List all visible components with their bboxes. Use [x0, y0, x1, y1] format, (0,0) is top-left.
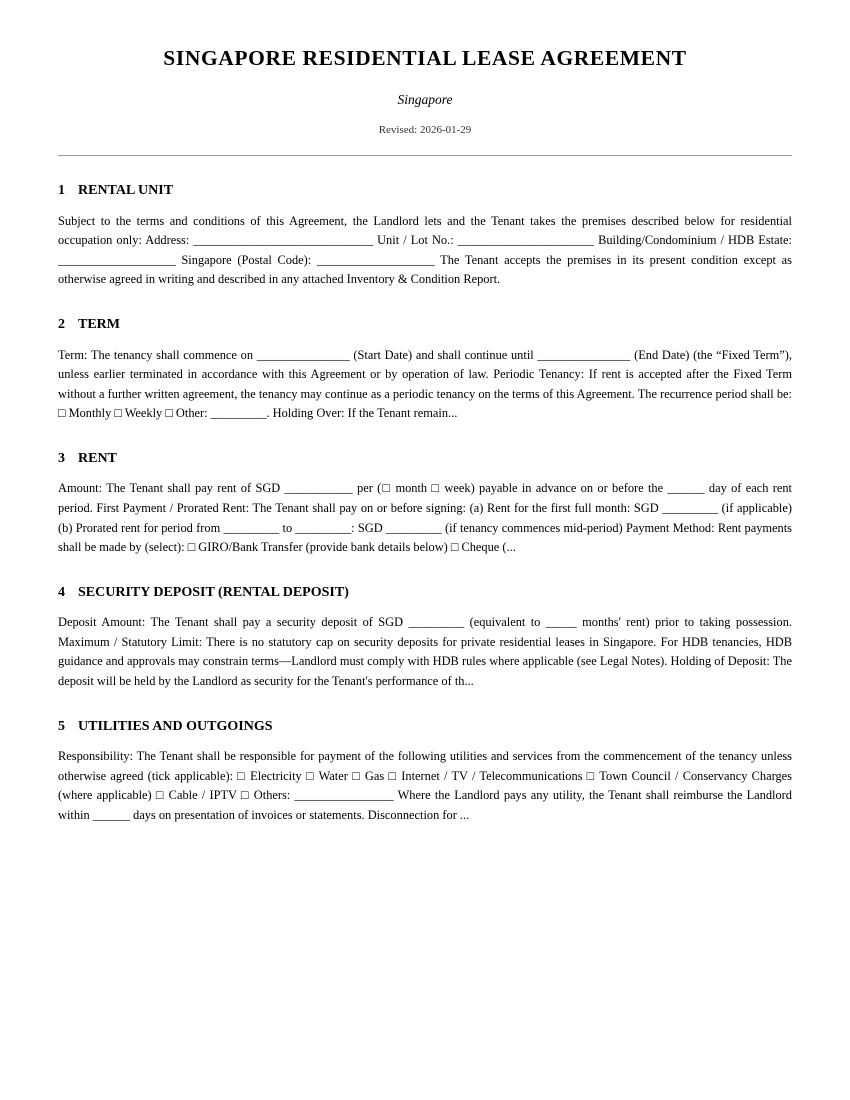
- section-number: 4: [58, 584, 65, 600]
- page-title: SINGAPORE RESIDENTIAL LEASE AGREEMENT: [163, 46, 687, 70]
- section-heading: [58, 450, 792, 468]
- document-revised-date: Revised: 2026-01-29: [378, 123, 472, 136]
- section-utilities-and-outgoings: [58, 718, 792, 826]
- section-body: Responsibility: The Tenant shall be responsible for payment of the following utilities and services from the commencement of the tenancy unless otherwise agreed (tick applicable): □ Electricity □ Water □ Gas □ Internet / TV / Telecommunications □ Town Council / Conservancy Charges (where applicable) □ Cable / IPTV □ Others: ________________ Where the Landlord pays any utility, the Tenant shall reimburse the Landlord within ______ days on presentation of invoices or statements. Disconnection for ...: [58, 749, 792, 822]
- section-heading: [58, 182, 792, 200]
- section-body: Term: The tenancy shall commence on _______________ (Start Date) and shall continue until _______________ (End Date) (the “Fixed Term”), unless earlier terminated in accordance with this Agreement or by operation of law. Periodic Tenancy: If rent is accepted after the Fixed Term without a further written agreement, the tenancy may continue as a periodic tenancy on the terms of this Agreement. The recurrence period shall be: □ Monthly □ Weekly □ Other: _________. Holding Over: If the Tenant remain...: [58, 347, 792, 421]
- section-rent: [58, 450, 792, 558]
- section-number: 2: [58, 317, 65, 333]
- section-term: [58, 316, 792, 424]
- section-title: TERM: [78, 317, 120, 333]
- section-heading: [58, 718, 792, 736]
- section-number: 5: [58, 718, 65, 734]
- section-security-deposit: [58, 584, 792, 692]
- section-number: 1: [58, 183, 65, 199]
- section-title: RENT: [78, 450, 117, 466]
- section-title: UTILITIES AND OUTGOINGS: [78, 718, 273, 734]
- section-heading: [58, 316, 792, 334]
- section-title: SECURITY DEPOSIT (RENTAL DEPOSIT): [78, 584, 349, 600]
- section-title: RENTAL UNIT: [78, 183, 174, 199]
- section-number: 3: [58, 450, 65, 466]
- section-body: Amount: The Tenant shall pay rent of SGD ___________ per (□ month □ week) payable in advance on or before the ______ day of each rent period. First Payment / Prorated Rent: The Tenant shall pay on or before signing: (a) Rent for the first full month: SGD _________ (if applicable) (b) Prorated rent for period from _________ to _________: SGD _________ (if tenancy commences mid-period) Payment Method: Rent payments shall be made by (select): □ GIRO/Bank Transfer (provide bank details below) □ Cheque (...: [58, 481, 792, 555]
- document-jurisdiction: Singapore: [397, 91, 453, 107]
- section-body: Deposit Amount: The Tenant shall pay a security deposit of SGD _________ (equivalent to _____ months' rent) prior to taking possession. Maximum / Statutory Limit: There is no statutory cap on security deposits for private residential leases in Singapore. For HDB tenancies, HDB guidance and approvals may constrain terms—Landlord must comply with HDB rules where applicable (see Legal Notes). Holding of Deposit: The deposit will be held by the Landlord as security for the Tenant's performance of th...: [58, 615, 792, 689]
- section-body: Subject to the terms and conditions of this Agreement, the Landlord lets and the Tenant takes the premises described below for residential occupation only: Address: _____________________________ Unit / Lot No.: ______________________ Building/Condominium / HDB Estate: ___________________ Singapore (Postal Code): ___________________ The Tenant accepts the premises in its present condition except as otherwise agreed in writing and described in any attached Inventory & Condition Report.: [58, 213, 792, 287]
- section-rental-unit: [58, 182, 792, 290]
- header-divider: [58, 155, 792, 156]
- section-heading: [58, 584, 792, 602]
